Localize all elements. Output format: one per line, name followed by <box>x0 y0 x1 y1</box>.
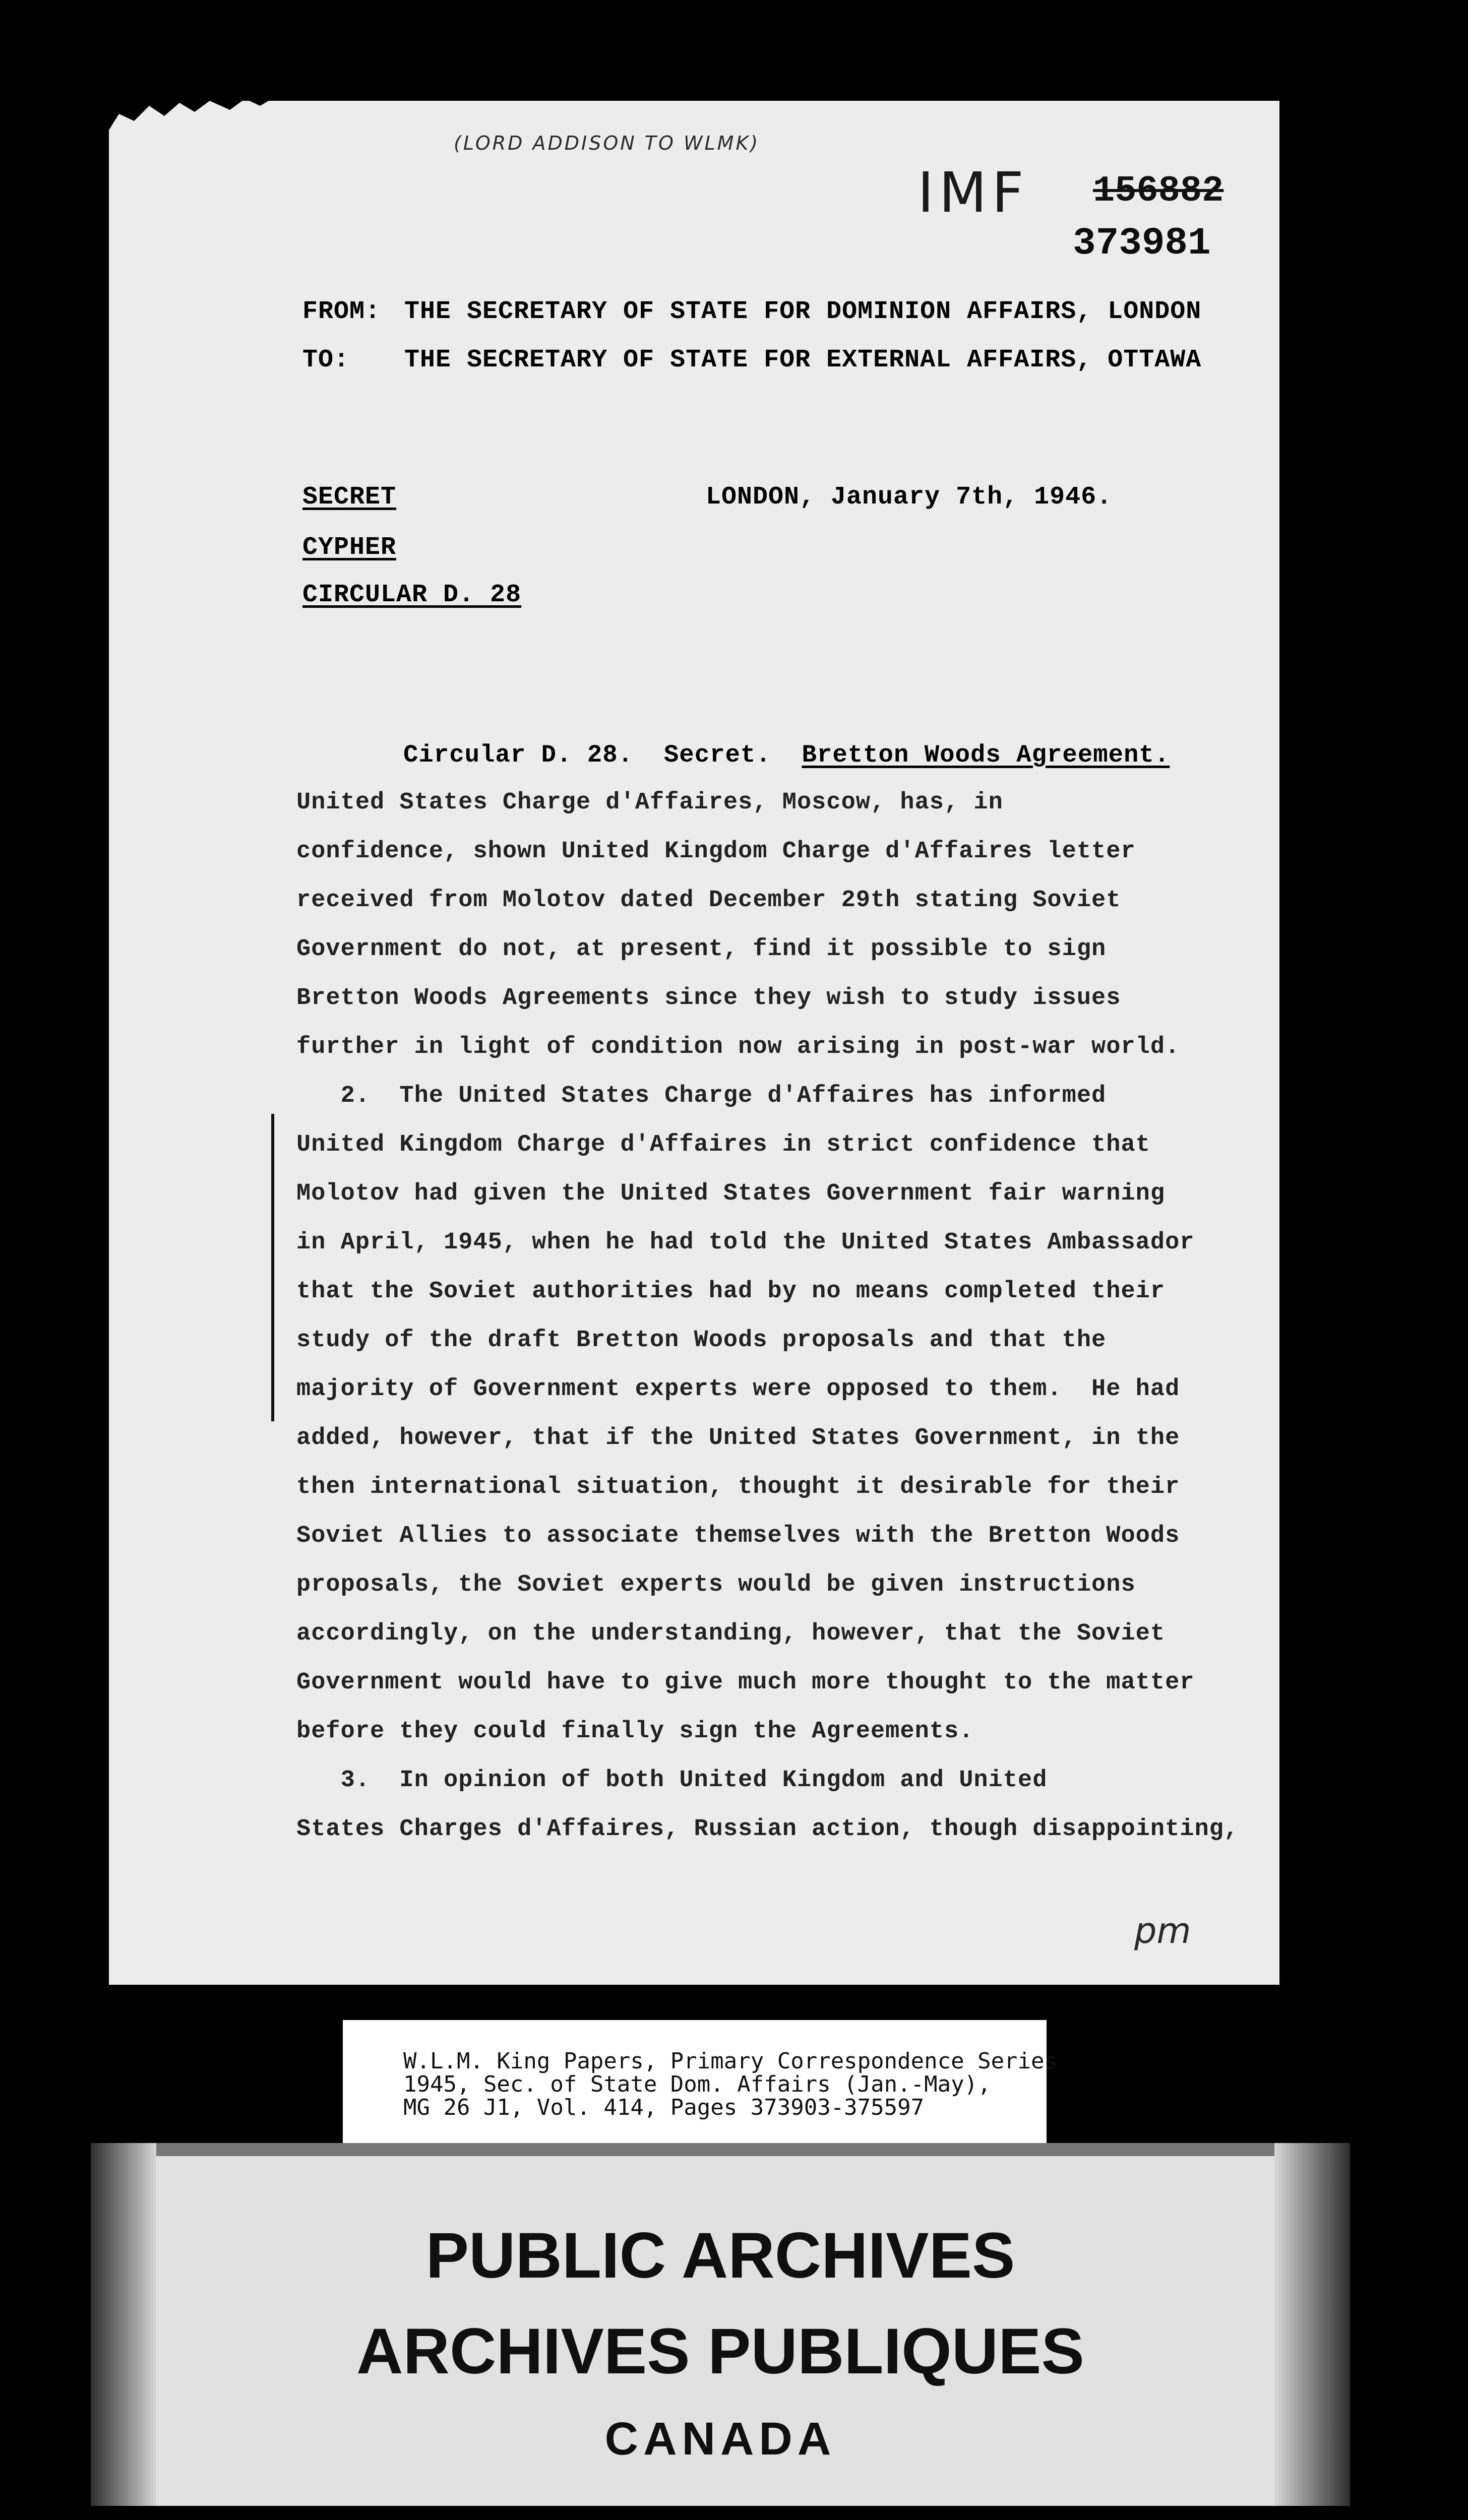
handwritten-imf: IMF <box>918 160 1029 225</box>
from-label: FROM: <box>302 297 381 326</box>
circular-reference: CIRCULAR D. 28 <box>302 581 522 609</box>
handwritten-note: (LORD ADDISON TO WLMK) <box>454 132 760 154</box>
body-line: United States Charge d'Affaires, Moscow, has, in <box>296 789 1003 816</box>
caption-line-1: W.L.M. King Papers, Primary Correspondence Series <box>403 2048 1058 2074</box>
body-line: Molotov had given the United States Government fair warning <box>296 1180 1166 1207</box>
archives-stamp <box>91 2143 1350 2506</box>
body-line: then international situation, thought it desirable for their <box>296 1474 1180 1500</box>
heading-subject: Bretton Woods Agreement. <box>802 741 1170 769</box>
body-line: Government do not, at present, find it possible to sign <box>296 936 1107 963</box>
stamp-line-2: ARCHIVES PUBLIQUES <box>356 2315 1084 2387</box>
body-line: received from Molotov dated December 29th stating Soviet <box>296 887 1121 914</box>
to-text: THE SECRETARY OF STATE FOR EXTERNAL AFFAIRS, OTTAWA <box>404 346 1202 374</box>
stamp-top-edge <box>91 2143 1350 2156</box>
caption-line-2: 1945, Sec. of State Dom. Affairs (Jan.-May), <box>403 2071 991 2097</box>
body-line: Soviet Allies to associate themselves with the Bretton Woods <box>296 1523 1180 1549</box>
heading-prefix: Circular D. 28. Secret. <box>403 741 802 769</box>
body-line: confidence, shown United Kingdom Charge d'Affaires letter <box>296 838 1136 865</box>
body-line: 3. In opinion of both United Kingdom and United <box>296 1767 1048 1794</box>
stamp-line-3: CANADA <box>604 2413 836 2465</box>
body-line: before they could finally sign the Agreements. <box>296 1718 974 1745</box>
classification-secret: SECRET <box>302 483 397 512</box>
to-label: TO: <box>302 346 350 374</box>
torn-corner <box>109 86 290 131</box>
body-line: further in light of condition now arising in post-war world. <box>296 1034 1180 1060</box>
body-line: States Charges d'Affaires, Russian action, though disappointing, <box>296 1816 1239 1843</box>
stamp-line-1: PUBLIC ARCHIVES <box>425 2220 1015 2292</box>
from-text: THE SECRETARY OF STATE FOR DOMINION AFFAIRS, LONDON <box>404 297 1202 326</box>
body-line: accordingly, on the understanding, however, that the Soviet <box>296 1620 1166 1647</box>
body-line: 2. The United States Charge d'Affaires has informed <box>296 1083 1107 1109</box>
body-line: majority of Government experts were opposed to them. He had <box>296 1376 1180 1403</box>
body-line: United Kingdom Charge d'Affaires in strict confidence that <box>296 1131 1150 1158</box>
microfilm-caption <box>343 2020 1058 2146</box>
body-line: study of the draft Bretton Woods proposals and that the <box>296 1327 1107 1354</box>
body-line: Bretton Woods Agreements since they wish to study issues <box>296 985 1121 1012</box>
message-heading <box>403 741 1170 769</box>
body-line: proposals, the Soviet experts would be given instructions <box>296 1571 1136 1598</box>
file-number: 373981 <box>1073 222 1211 265</box>
dateline: LONDON, January 7th, 1946. <box>706 483 1113 512</box>
body-line: added, however, that if the United States Government, in the <box>296 1425 1180 1452</box>
struck-file-number: 156882 <box>1093 170 1224 212</box>
body-line: in April, 1945, when he had told the United States Ambassador <box>296 1229 1195 1256</box>
margin-mark <box>271 1114 274 1421</box>
body-line: that the Soviet authorities had by no means completed their <box>296 1278 1166 1305</box>
caption-line-3: MG 26 J1, Vol. 414, Pages 373903-375597 <box>403 2095 925 2120</box>
body-line: Government would have to give much more thought to the matter <box>296 1669 1195 1696</box>
transmission-cypher: CYPHER <box>302 533 397 562</box>
handwritten-initials: pm <box>1134 1910 1191 1951</box>
